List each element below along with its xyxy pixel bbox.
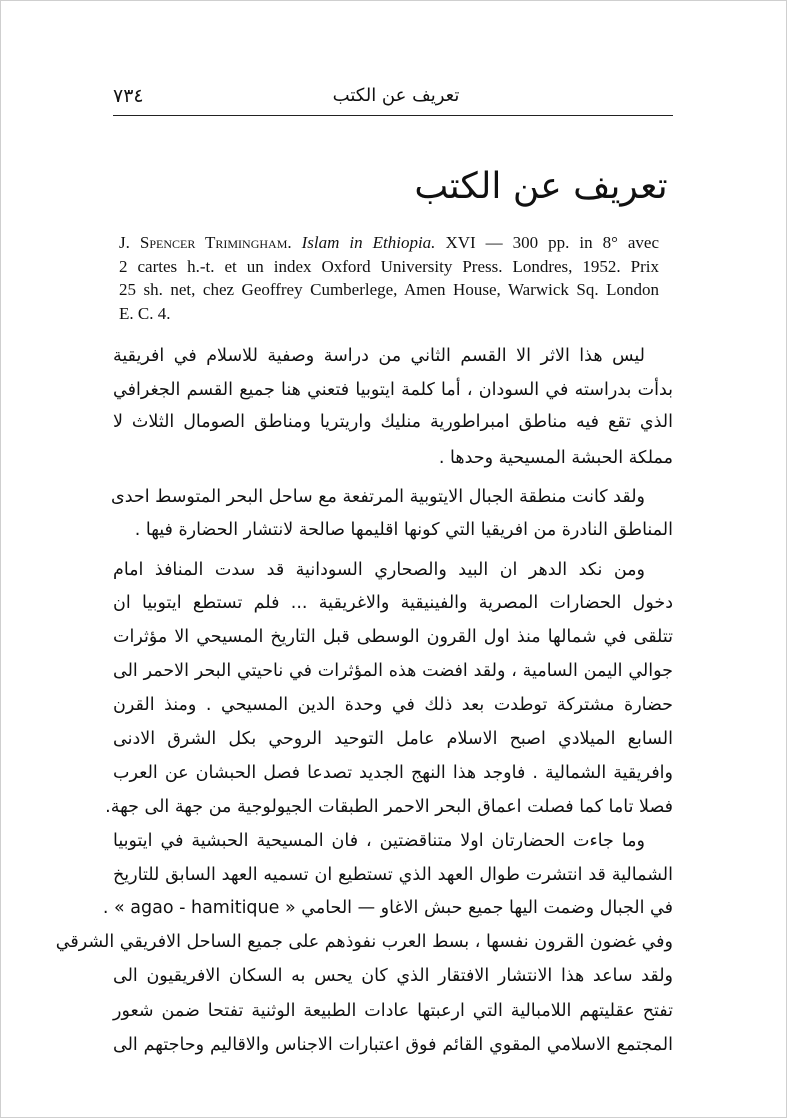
text-line: بدأت بدراسته في السودان ، أما كلمة ايتوبيا فتعني هنا جميع القسم الجغرافي — [113, 380, 673, 400]
header-rule — [113, 115, 673, 116]
text-line: وفي غضون القرون نفسها ، بسط العرب نفوذهم على جميع الساحل الافريقي الشرقي — [55, 932, 673, 952]
biblio-line-3: 25 sh. net, chez Geoffrey Cumberlege, Amen House, Warwick Sq. London — [119, 280, 659, 299]
text-line: ولقد ساعد هذا الانتشار الافتقار الذي كان يحس به السكان الافريقيون الى — [113, 966, 673, 986]
text-line: السابع الميلادي اصبح الاسلام عامل التوحيد الروحي بكل الشرق الادنى — [113, 729, 673, 749]
text-line: مملكة الحبشة المسيحية وحدها . — [438, 448, 673, 468]
text-line: فصلا تاما كما فصلت اعماق البحر الاحمر الطبقات الجيولوجية من جهة الى جهة. — [105, 797, 673, 817]
text-line: المناطق النادرة من افريقيا التي كونها اقليمها صالحة لانتشار الحضارة فيها . — [134, 520, 673, 540]
text-line: ولقد كانت منطقة الجبال الايتوبية المرتفعة مع ساحل البحر المتوسط احدى — [111, 487, 645, 507]
text-line: دخول الحضارات المصرية والفينيقية والاغريقية ... فلم تستطع ايتوبيا ان — [113, 593, 673, 613]
biblio-book-title: Islam in Ethiopia. — [301, 233, 436, 252]
text-line: حضارة مشتركة توطدت بعد ذلك في وحدة الدين المسيحي . ومنذ القرن — [113, 695, 673, 715]
biblio-line-1 — [119, 231, 659, 255]
section-title: تعريف عن الكتب — [414, 166, 668, 207]
text-line: تفتح عقليتهم اللامبالية التي ارعبتها عادات الطبيعة الوثنية تفتحا ضمن شعور — [113, 1001, 673, 1021]
bibliographic-entry — [119, 231, 659, 325]
biblio-author: J. Spencer Trimingham. — [119, 233, 292, 252]
text-line: ومن نكد الدهر ان البيد والصحاري السودانية قد سدت المنافذ امام — [113, 560, 645, 580]
text-line: الذي تقع فيه مناطق امبراطورية منليك واريتريا ومناطق الصومال الثلاث لا — [113, 412, 673, 432]
text-line: وافريقية الشمالية . فاوجد هذا النهج الجديد تصدعا فصل الحبشان عن العرب — [113, 763, 673, 783]
biblio-line-4: E. C. 4. — [119, 303, 171, 323]
biblio-line-2: 2 cartes h.-t. et un index Oxford University Press. Londres, 1952. Prix — [119, 256, 659, 276]
text-line: الشمالية قد انتشرت طوال العهد الذي تستطيع ان تسميه العهد السابق للتاريخ — [113, 865, 673, 885]
text-line: تتلقى في شمالها منذ اول القرون الوسطى قبل التاريخ المسيحي الا مؤثرات — [113, 627, 673, 647]
page-number: ٧٣٤ — [113, 85, 144, 107]
running-title: تعريف عن الكتب — [332, 85, 460, 106]
text-line: ليس هذا الاثر الا القسم الثاني من دراسة وصفية للاسلام في افريقية — [113, 346, 645, 366]
biblio-details: XVI — 300 pp. in 8° avec — [445, 233, 660, 252]
text-line: في الجبال وضمت اليها جميع حبش الاغاو — الحامي « agao - hamitique » . — [102, 898, 673, 918]
text-line: وما جاءت الحضارتان اولا متناقضتين ، فان المسيحية الحبشية في ايتوبيا — [113, 831, 645, 851]
text-line: جوالي اليمن السامية ، ولقد افضت هذه المؤثرات في ناحيتي البحر الاحمر الى — [113, 661, 673, 681]
text-line: المجتمع الاسلامي المقوي القائم فوق اعتبارات الاجناس والاقاليم وحاجتهم الى — [113, 1035, 673, 1055]
